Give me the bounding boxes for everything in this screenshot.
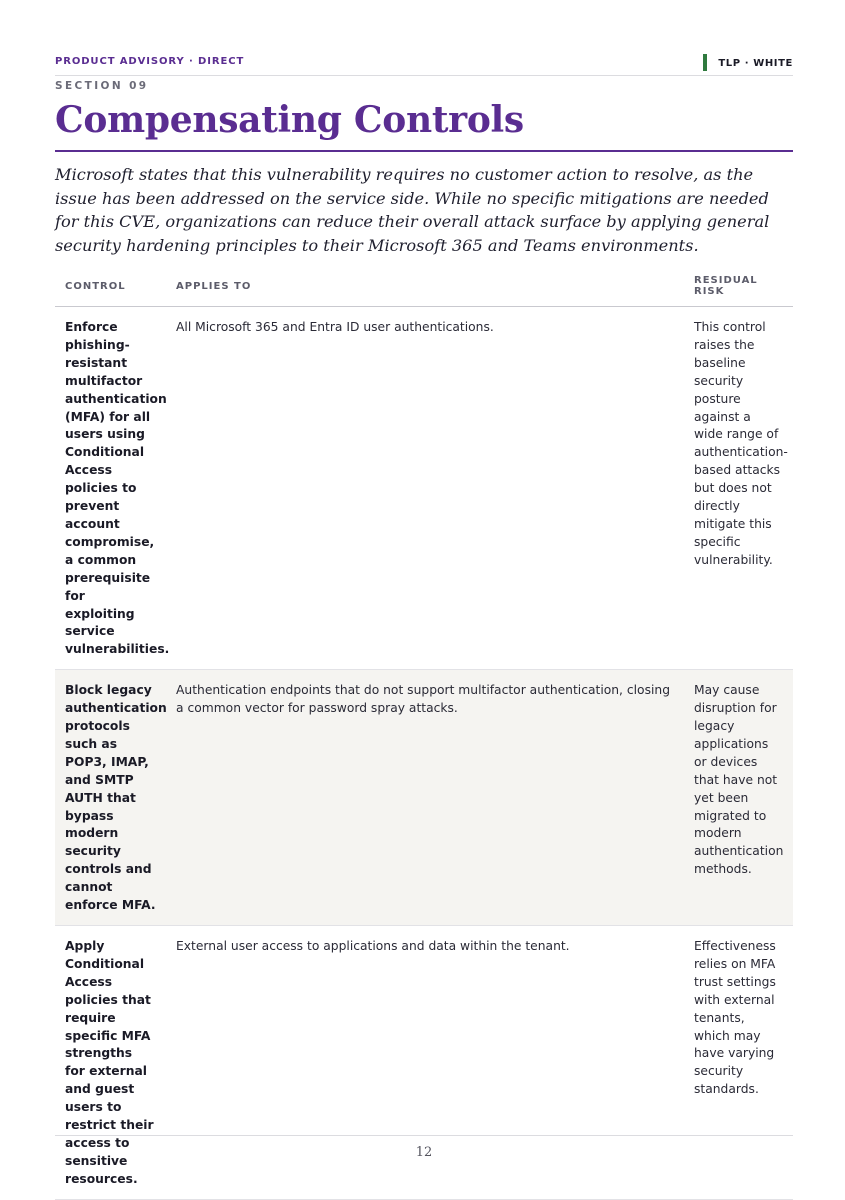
applies-to-cell: Authentication endpoints that do not support multifactor authentication, closing a common vector for password spray attacks. — [166, 670, 684, 926]
control-cell: Enforce phishing-resistant multifactor authentication (MFA) for all users using Conditional Access policies to prevent account compromise, a common prerequisite for exploiting service vulnerabilities. — [55, 307, 166, 670]
column-header-residual-risk: RESIDUAL RISK — [684, 270, 793, 307]
residual-risk-cell: This control raises the baseline security posture against a wide range of authentication-based attacks but does not directly mitigate this specific vulnerability. — [684, 307, 793, 670]
residual-risk-cell: Effectiveness relies on MFA trust settings with external tenants, which may have varying security standards. — [684, 926, 793, 1200]
classification-label: TLP · WHITE — [718, 58, 793, 69]
classification-badge — [703, 56, 793, 71]
column-header-applies-to: APPLIES TO — [166, 270, 684, 307]
page-title: Compensating Controls — [55, 96, 793, 152]
column-header-control: CONTROL — [55, 270, 166, 307]
brand-label: PRODUCT ADVISORY · DIRECT — [55, 56, 245, 67]
controls-table — [55, 270, 793, 1200]
control-cell: Block legacy authentication protocols such as POP3, IMAP, and SMTP AUTH that bypass modern security controls and cannot enforce MFA. — [55, 670, 166, 926]
applies-to-cell: External user access to applications and data within the tenant. — [166, 926, 684, 1200]
section-label: SECTION 09 — [55, 80, 149, 92]
footer-divider — [55, 1135, 793, 1136]
page-number: 12 — [415, 1145, 433, 1160]
applies-to-cell: All Microsoft 365 and Entra ID user authentications. — [166, 307, 684, 670]
table-row — [55, 670, 793, 926]
section-lede: Microsoft states that this vulnerability requires no customer action to resolve, as the issue has been addressed on the service side. While no specific mitigations are needed for this CVE, organizations can reduce their overall attack surface by applying general security hardening principles to their Microsoft 365 and Teams environments. — [55, 165, 770, 255]
control-cell: Apply Conditional Access policies that require specific MFA strengths for external and guest users to restrict their access to sensitive resources. — [55, 926, 166, 1200]
page-header — [55, 53, 793, 76]
residual-risk-cell: May cause disruption for legacy applications or devices that have not yet been migrated to modern authentication methods. — [684, 670, 793, 926]
advisory-page — [55, 0, 793, 1200]
tlp-color-bar — [703, 54, 707, 71]
table-row — [55, 307, 793, 670]
table-header-row — [55, 270, 793, 307]
